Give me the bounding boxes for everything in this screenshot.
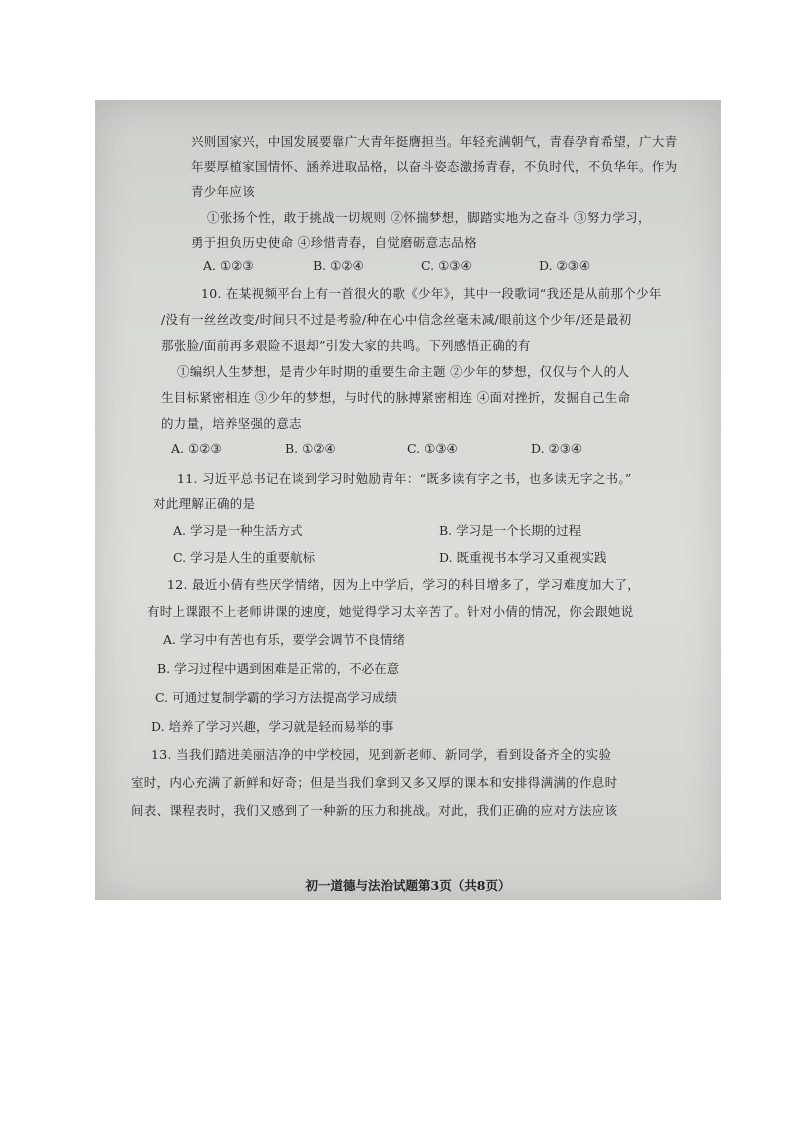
- q9-item-line-1: ①张扬个性，敢于挑战一切规则 ②怀揣梦想，脚踏实地为之奋斗 ③努力学习，: [207, 210, 651, 225]
- q10-item-line-1: ①编织人生梦想，是青少年时期的重要生命主题 ②少年的梦想，仅仅与个人的人: [177, 364, 630, 379]
- q10-option-d: D. ②③④: [531, 441, 583, 456]
- q12-option-d: D. 培养了学习兴趣，学习就是轻而易举的事: [151, 719, 394, 734]
- q12-option-b: B. 学习过程中遇到困难是正常的，不必在意: [157, 661, 400, 676]
- q11-option-a: A. 学习是一种生活方式: [173, 523, 303, 538]
- q10-stem-line-2: /没有一丝丝改变/时间只不过是考验/种在心中信念丝毫未减/眼前这个少年/还是最初: [161, 312, 632, 327]
- q10-stem-line-1: 10. 在某视频平台上有一首很火的歌《少年》，其中一段歌词“我还是从前那个少年: [201, 286, 662, 301]
- q10-item-line-2: 生目标紧密相连 ③少年的梦想，与时代的脉搏紧密相连 ④面对挫折，发掘自己生命: [161, 390, 631, 405]
- q11-option-b: B. 学习是一个长期的过程: [439, 523, 582, 538]
- q10-option-b: B. ①②④: [285, 441, 336, 456]
- q12-stem-line-2: 有时上课跟不上老师讲课的速度，她觉得学习太辛苦了。针对小倩的情况，你会跟她说: [147, 604, 634, 619]
- q12-stem-line-1: 12. 最近小倩有些厌学情绪，因为上中学后，学习的科目增多了，学习难度加大了，: [167, 577, 641, 592]
- q9-stem-line-1: 兴则国家兴，中国发展要靠广大青年挺膺担当。年轻充满朝气，青春孕育希望，广大青: [191, 134, 678, 149]
- q9-stem-line-3: 青少年应该: [191, 184, 256, 199]
- q9-option-b: B. ①②④: [313, 258, 364, 273]
- q11-option-d: D. 既重视书本学习又重视实践: [439, 550, 607, 565]
- q9-option-c: C. ①③④: [421, 258, 472, 273]
- q9-option-d: D. ②③④: [539, 258, 591, 273]
- q10-option-c: C. ①③④: [407, 441, 458, 456]
- q11-option-c: C. 学习是人生的重要航标: [173, 550, 316, 565]
- q12-option-a: A. 学习中有苦也有乐，要学会调节不良情绪: [163, 632, 405, 647]
- q11-stem-line-1: 11. 习近平总书记在谈到学习时勉励青年：“既多读有字之书，也多读无字之书。”: [177, 471, 632, 486]
- q11-stem-line-2: 对此理解正确的是: [153, 496, 256, 511]
- exam-page-photo: [95, 100, 721, 900]
- q13-stem-line-3: 间表、课程表时，我们又感到了一种新的压力和挑战。对此，我们正确的应对方法应该: [131, 803, 618, 818]
- q10-item-line-3: 的力量，培养坚强的意志: [161, 416, 302, 431]
- q10-option-a: A. ①②③: [171, 441, 222, 456]
- q13-stem-line-2: 室时，内心充满了新鲜和好奇；但是当我们拿到又多又厚的课本和安排得满满的作息时: [131, 775, 618, 790]
- q9-stem-line-2: 年要厚植家国情怀、涵养进取品格，以奋斗姿态激扬青春，不负时代，不负华年。作为: [191, 159, 678, 174]
- q13-stem-line-1: 13. 当我们踏进美丽洁净的中学校园，见到新老师、新同学，看到设备齐全的实验: [151, 747, 612, 762]
- q10-stem-line-3: 那张脸/面前再多艰险不退却”引发大家的共鸣。下列感悟正确的有: [161, 338, 531, 353]
- q9-option-a: A. ①②③: [203, 258, 254, 273]
- page-footer: 初一道德与法治试题第3页（共8页）: [305, 878, 511, 893]
- q9-item-line-2: 勇于担负历史使命 ④珍惜青春，自觉磨砺意志品格: [191, 235, 477, 250]
- q12-option-c: C. 可通过复制学霸的学习方法提高学习成绩: [155, 690, 398, 705]
